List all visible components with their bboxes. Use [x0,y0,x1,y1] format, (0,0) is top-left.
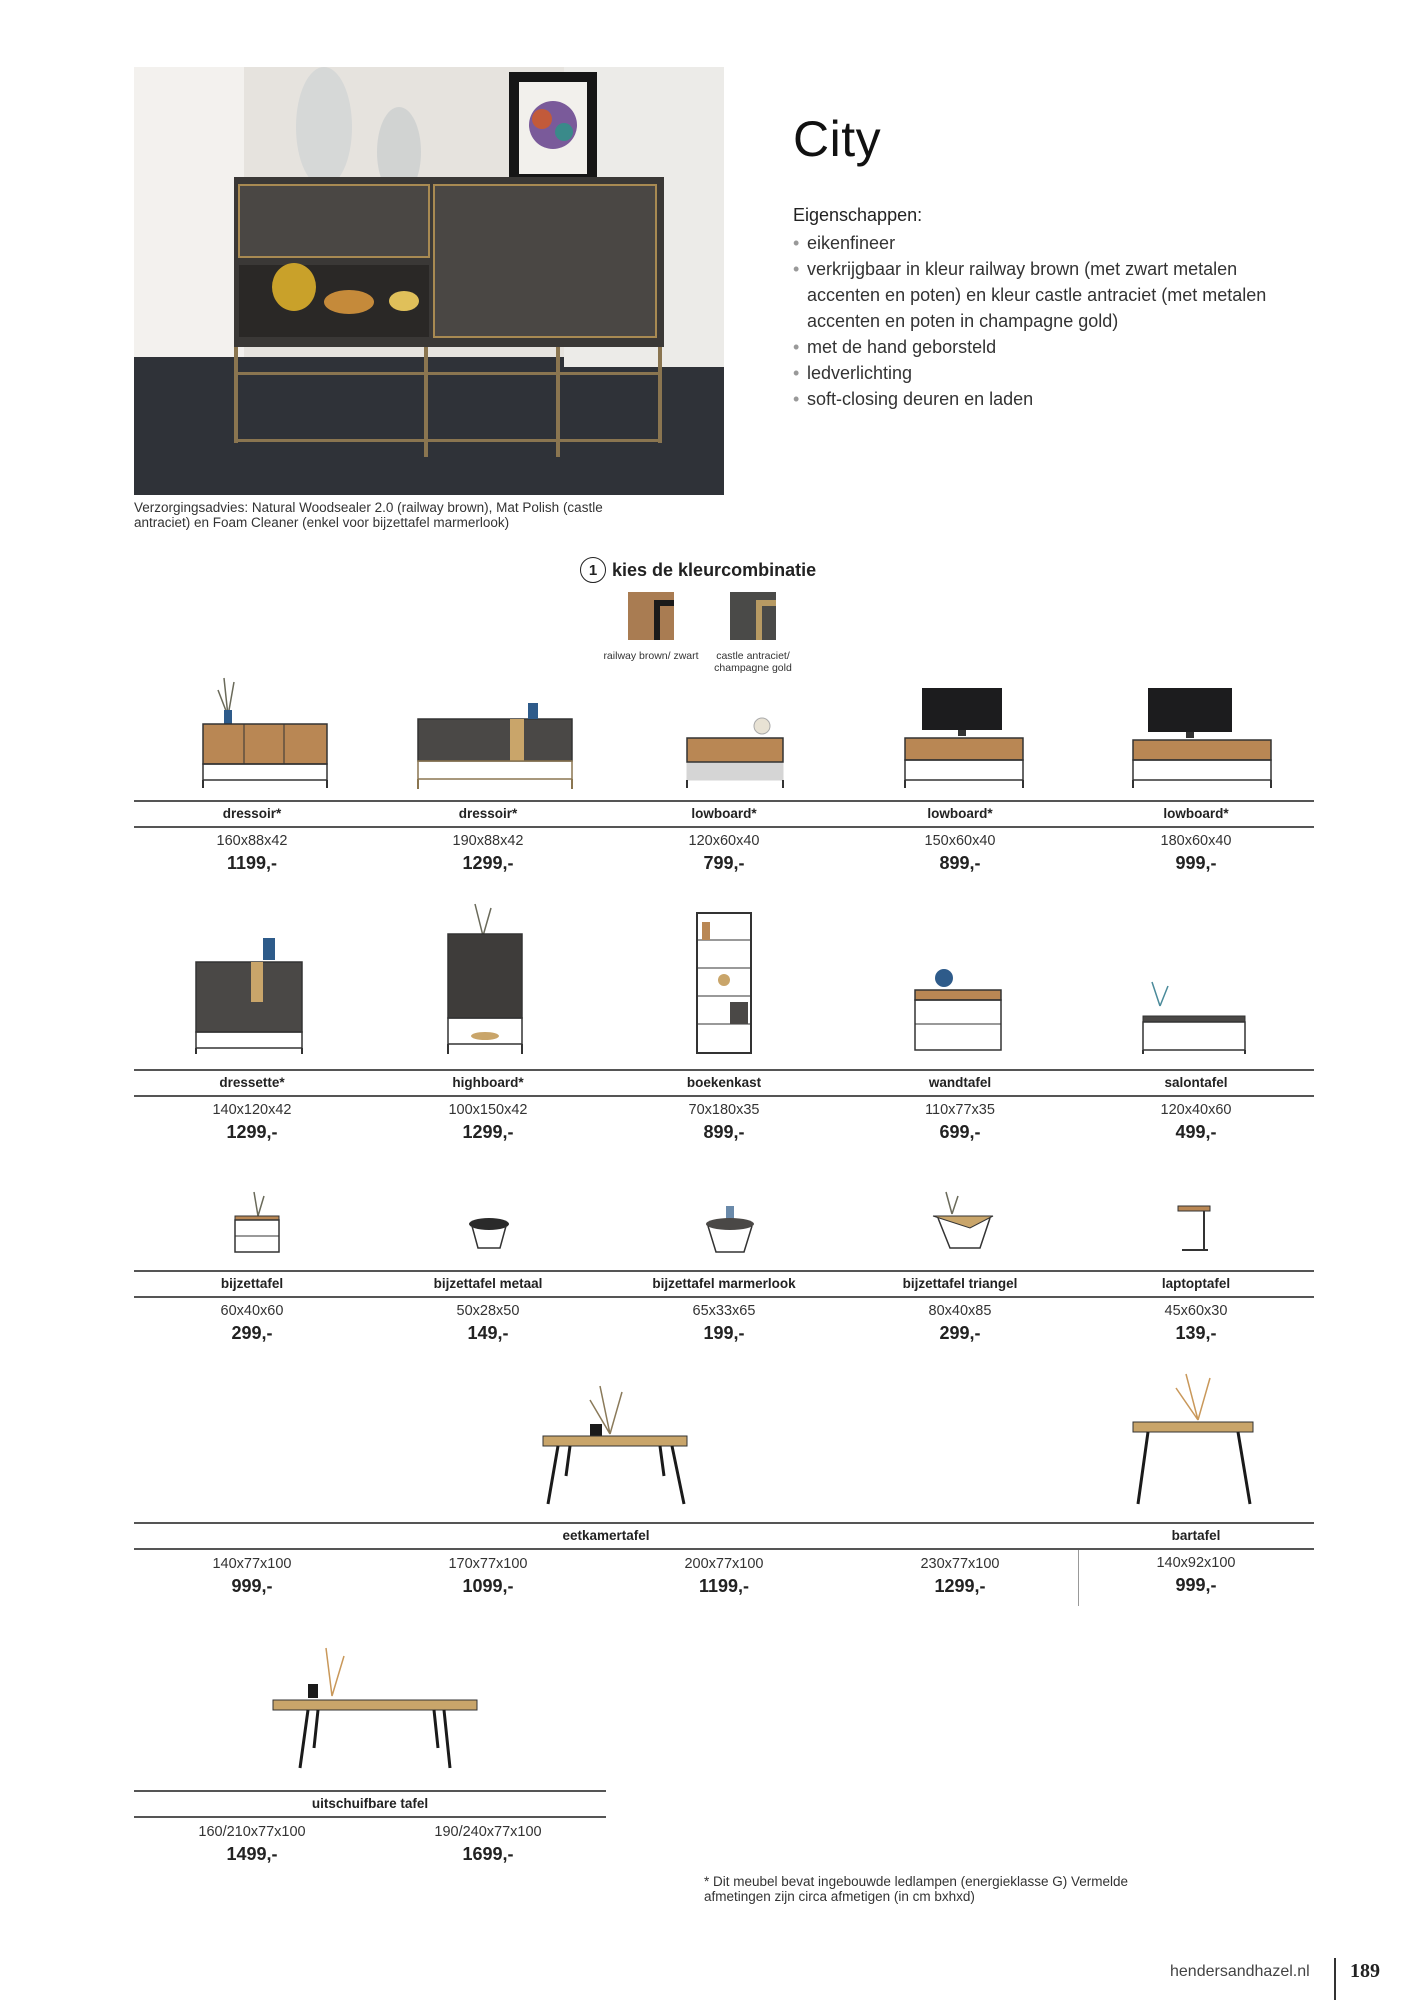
product-name: highboard* [452,1075,524,1090]
dressette-icon [193,930,305,1056]
side-table-marble-icon [704,1204,756,1256]
product-name: bijzettafel [220,1276,284,1291]
product-price: 899,- [939,853,981,873]
lowboard-small-icon [684,700,786,790]
property-item: • soft-closing deuren en laden [793,386,1293,412]
sideboard-dark-icon [416,683,574,791]
product-size: 190/240x77x100 [434,1824,542,1840]
side-table-metal-icon [466,1216,512,1252]
row-divider [134,1270,1314,1272]
product-size: 200x77x100 [684,1556,764,1572]
product-size: 160x88x42 [216,833,288,849]
page-title: City [793,111,882,167]
product-card[interactable] [606,806,842,874]
product-name: dressoir* [222,806,282,821]
product-card[interactable] [134,1556,370,1597]
swatch-label: castle antraciet/ champagne gold [714,650,792,674]
product-card[interactable] [842,1556,1078,1597]
product-size: 45x60x30 [1164,1303,1228,1319]
product-price: 499,- [1175,1122,1217,1142]
product-price: 1099,- [462,1576,514,1596]
row-divider [134,800,1314,802]
product-card[interactable] [842,1075,1078,1143]
product-price: 999,- [231,1576,273,1596]
product-price: 999,- [1175,1575,1217,1595]
product-price: 1499,- [226,1844,278,1864]
dining-table-name [134,1528,1078,1543]
product-size: 140x77x100 [212,1556,292,1572]
color-step-heading [580,557,816,583]
coffee-table-icon [1140,976,1248,1056]
product-price: 1299,- [934,1576,986,1596]
swatch-castle-antraciet[interactable] [730,592,776,640]
product-price: 199,- [703,1323,745,1343]
row-divider [134,1522,1314,1524]
product-price: 1699,- [462,1844,514,1864]
product-name: lowboard* [1163,806,1229,821]
product-price: 1299,- [462,1122,514,1142]
properties-list [793,230,1293,412]
product-price: 899,- [703,1122,745,1142]
side-table-icon [232,1186,282,1256]
side-table-triangle-icon [930,1186,996,1256]
step-label: kies de kleurcombinatie [612,559,817,580]
product-name: salontafel [1164,1075,1228,1090]
hero-photo [134,67,724,495]
extendable-table-icon [270,1638,480,1770]
product-price: 149,- [467,1323,509,1343]
extendable-table-name [134,1796,606,1811]
product-price: 299,- [939,1323,981,1343]
swatch-label: railway brown/ zwart [603,650,699,662]
product-card[interactable] [134,1075,370,1143]
row-divider [134,1816,606,1818]
product-name: boekenkast [686,1075,762,1090]
product-name: dressoir* [458,806,518,821]
product-card[interactable] [370,1824,606,1865]
product-size: 180x60x40 [1160,833,1232,849]
product-size: 100x150x42 [448,1102,528,1118]
property-item: • eikenfineer [793,230,1293,256]
product-name: eetkamertafel [562,1528,650,1543]
care-advice-caption: Verzorgingsadvies: Natural Woodsealer 2.0 (railway brown), Mat Polish (castle antraciet) en Foam Cleaner (enkel voor bijzettafel marmerlook) [134,500,603,530]
properties-heading: Eigenschappen: [793,205,923,225]
product-name: lowboard* [927,806,993,821]
footer-divider [1334,1958,1336,2000]
product-card[interactable] [370,1556,606,1597]
laptop-table-icon [1174,1196,1214,1256]
page-number: 189 [1350,1960,1380,1982]
product-size: 120x60x40 [688,833,760,849]
product-size: 50x28x50 [456,1303,520,1319]
product-card[interactable] [606,1075,842,1143]
product-name: bijzettafel metaal [433,1276,543,1291]
product-name: bijzettafel triangel [902,1276,1018,1291]
product-card[interactable] [134,1276,370,1344]
highboard-icon [445,896,525,1056]
product-size: 230x77x100 [920,1556,1000,1572]
lowboard-tv-icon [902,686,1026,790]
product-name: lowboard* [691,806,757,821]
product-size: 60x40x60 [220,1303,284,1319]
product-card[interactable] [1078,806,1314,874]
product-name: bartafel [1171,1528,1221,1543]
product-card[interactable] [1078,1276,1314,1344]
product-card[interactable] [1078,1075,1314,1143]
product-card[interactable] [842,806,1078,874]
product-price: 1299,- [462,853,514,873]
product-card[interactable] [606,1276,842,1344]
console-table-icon [912,960,1004,1056]
product-size: 120x40x60 [1160,1102,1232,1118]
product-card[interactable] [370,806,606,874]
swatch-railway-brown[interactable] [628,592,674,640]
property-item: • verkrijgbaar in kleur railway brown (met zwart metalen accenten en poten) en kleur castle antraciet (met metalen accenten en poten in champagne gold) [793,256,1293,334]
product-name: bijzettafel marmerlook [652,1276,796,1291]
product-size: 150x60x40 [924,833,996,849]
product-card[interactable] [134,806,370,874]
product-card[interactable] [370,1075,606,1143]
product-price: 999,- [1175,853,1217,873]
row-divider [134,1069,1314,1071]
sideboard-oak-icon [200,668,330,790]
product-price: 139,- [1175,1323,1217,1343]
product-name: uitschuifbare tafel [311,1796,429,1811]
product-size: 110x77x35 [925,1102,995,1118]
product-size: 170x77x100 [448,1556,528,1572]
product-price: 1199,- [698,1576,750,1596]
product-price: 799,- [703,853,745,873]
product-price: 699,- [939,1122,981,1142]
product-size: 70x180x35 [688,1102,760,1118]
bar-table-icon [1130,1366,1256,1506]
product-card[interactable] [606,1556,842,1597]
product-name: laptoptafel [1161,1276,1231,1291]
product-price: 1299,- [226,1122,278,1142]
product-card[interactable] [370,1276,606,1344]
dining-table-icon [540,1376,690,1506]
product-price: 299,- [231,1323,273,1343]
product-name: dressette* [219,1075,285,1090]
property-item: • met de hand geborsteld [793,334,1293,360]
property-item: • ledverlichting [793,360,1293,386]
lowboard-tv-wide-icon [1130,686,1274,790]
product-size: 65x33x65 [692,1303,756,1319]
product-card[interactable] [134,1824,370,1865]
product-size: 190x88x42 [452,833,524,849]
product-name: wandtafel [928,1075,992,1090]
row-divider [134,1790,606,1792]
product-price: 1199,- [226,853,278,873]
step-number: 1 [580,557,606,583]
product-size: 160/210x77x100 [198,1824,306,1840]
footnote: * Dit meubel bevat ingebouwde ledlampen (energieklasse G) Vermelde afmetingen zijn circa afmetigen (in cm bxhxd) [704,1874,1128,1904]
product-card[interactable] [1078,1528,1314,1596]
product-size: 140x92x100 [1156,1555,1236,1571]
footer-url[interactable]: hendersandhazel.nl [1170,1963,1310,1980]
product-size: 140x120x42 [212,1102,292,1118]
product-card[interactable] [842,1276,1078,1344]
product-size: 80x40x85 [928,1303,992,1319]
bookcase-icon [694,910,754,1056]
